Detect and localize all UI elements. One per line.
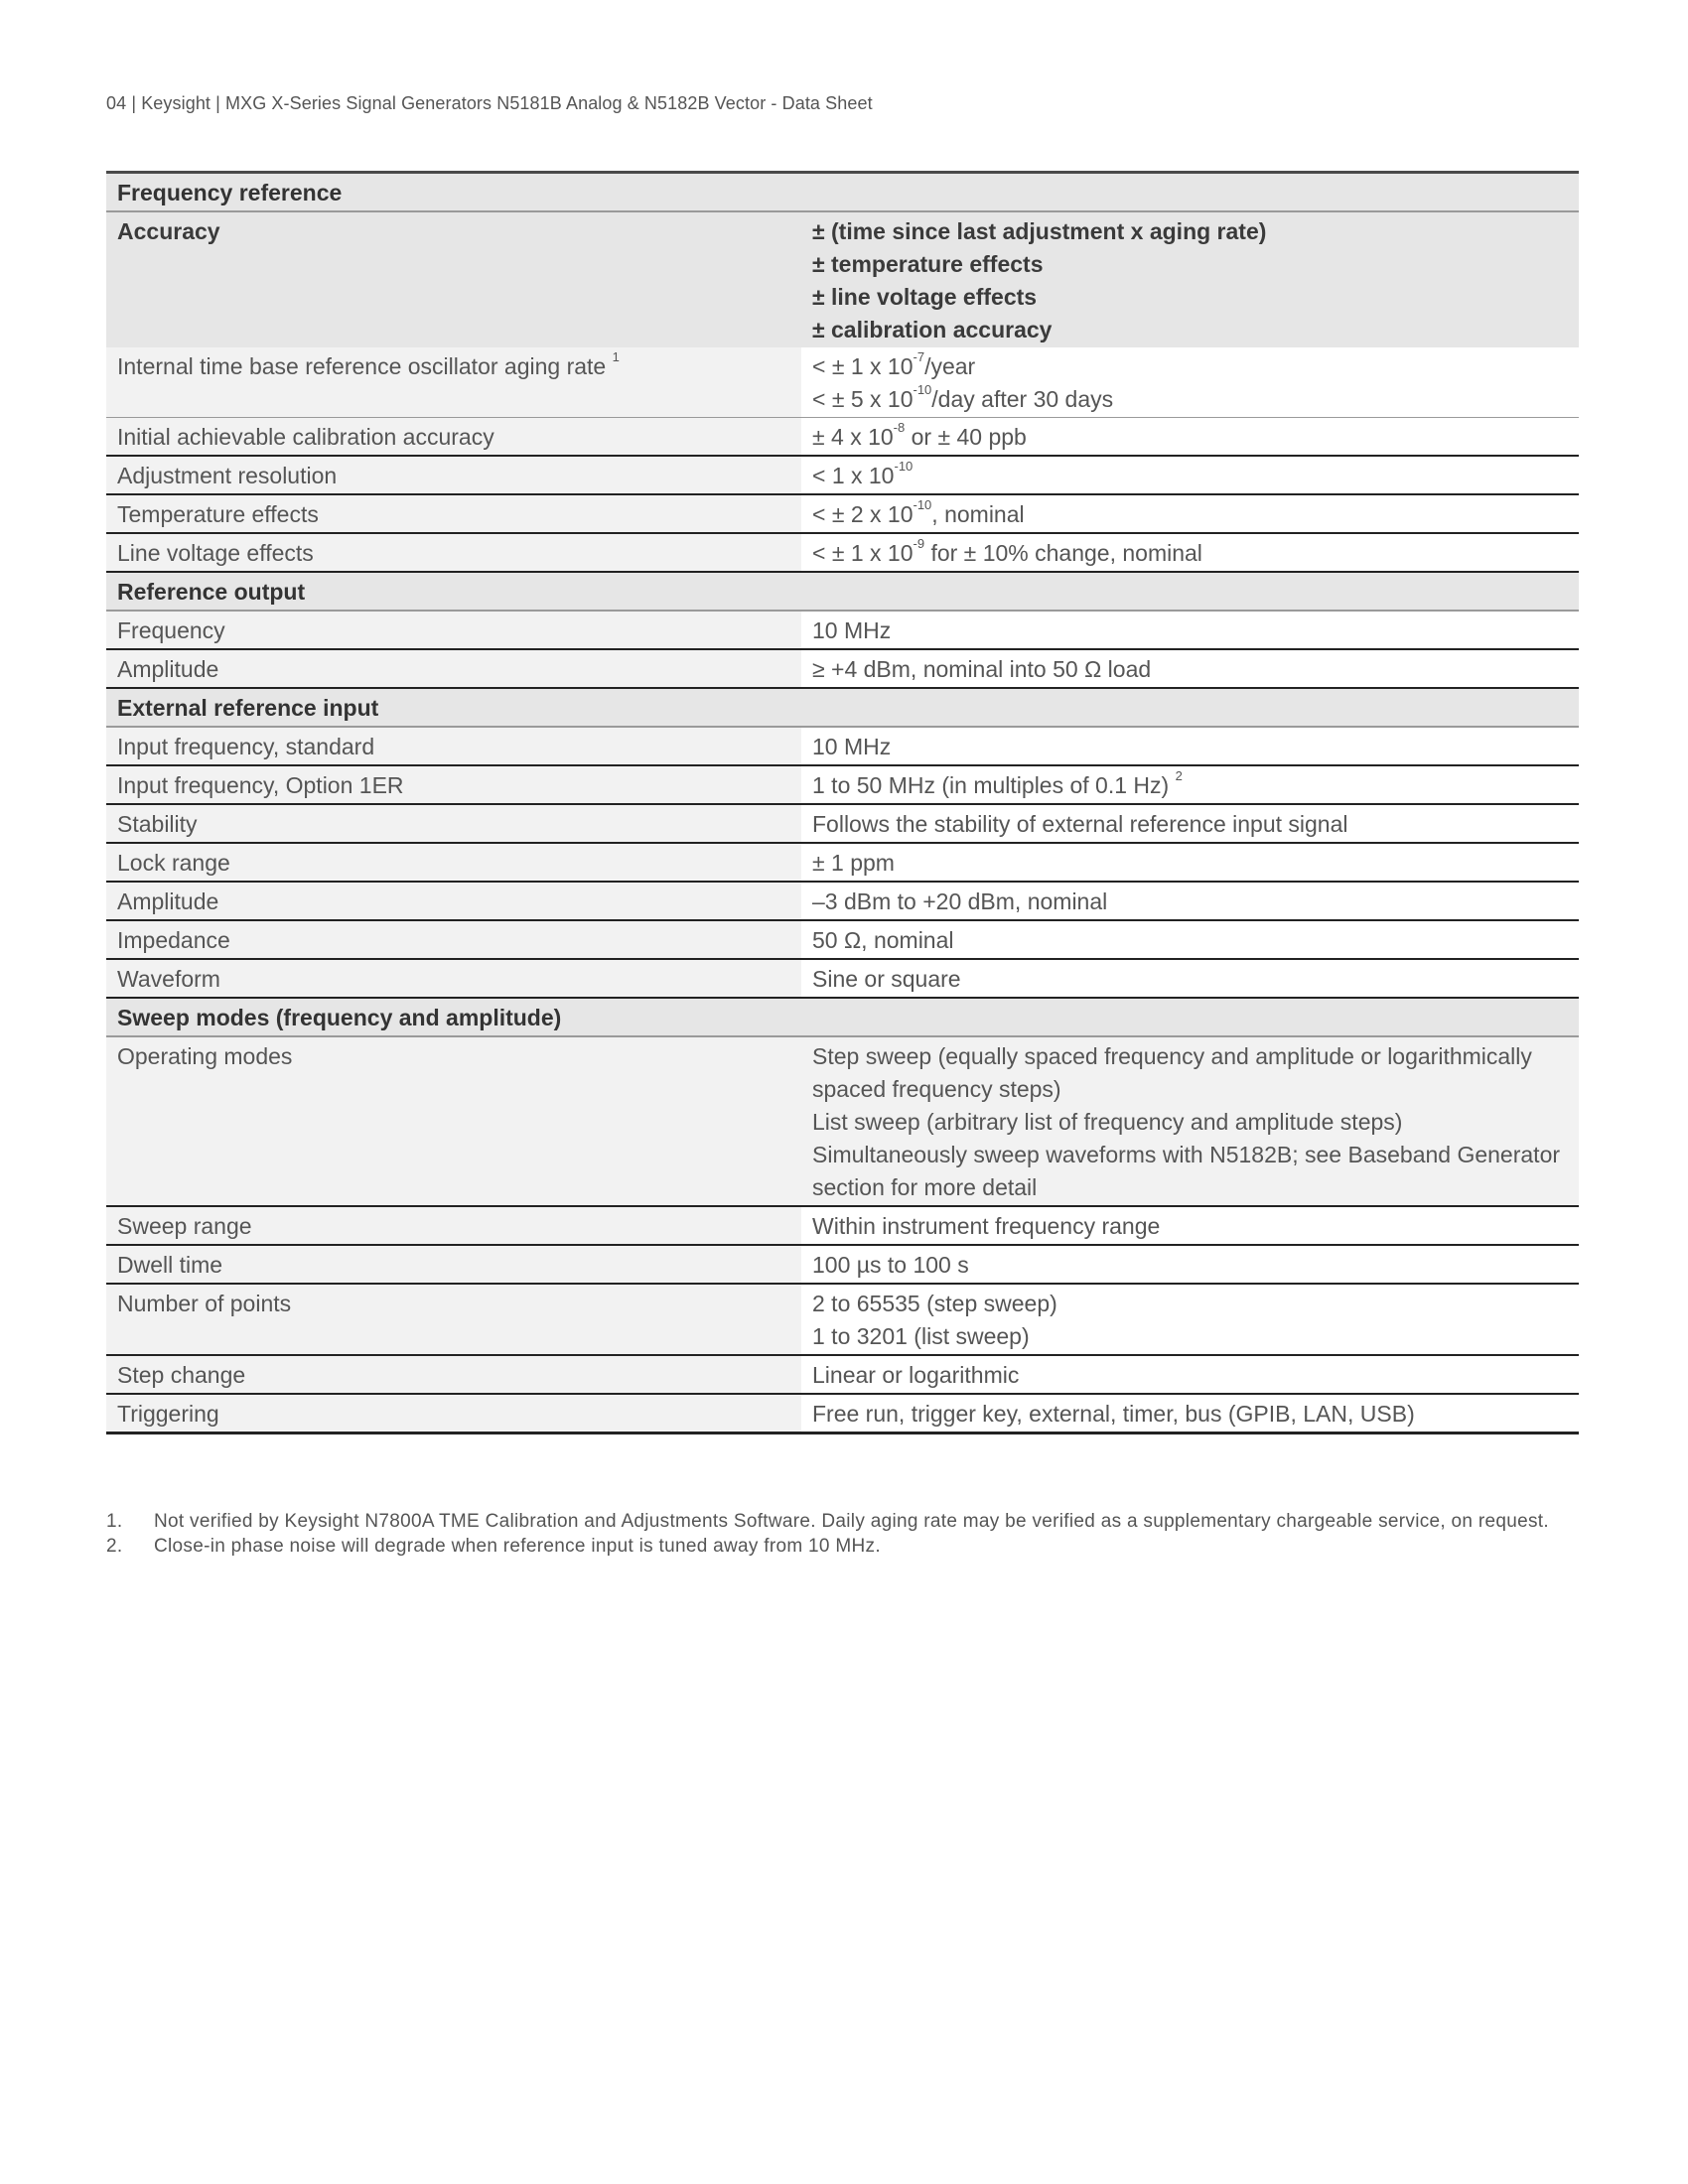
table-row-initial-calibration <box>106 418 1579 457</box>
table-row-aging-rate <box>106 347 1579 418</box>
row-label: Lock range <box>106 843 801 882</box>
table-row-dwell-time <box>106 1245 1579 1284</box>
table-row-ext-amplitude <box>106 882 1579 920</box>
row-label: Adjustment resolution <box>106 456 801 494</box>
operating-line-1: Step sweep (equally spaced frequency and amplitude or logarithmically spaced frequency steps) <box>812 1043 1532 1102</box>
points-line-1: 2 to 65535 (step sweep) <box>812 1291 1057 1316</box>
table-row-sweep-range <box>106 1206 1579 1245</box>
row-value: ± 4 x $10^{-8}$ or ± 40 ppb <box>801 418 1579 457</box>
row-label: Amplitude <box>106 649 801 688</box>
page-header: 04 | Keysight | MXG X-Series Signal Generators N5181B Analog & N5182B Vector - Data Sheet <box>106 93 873 113</box>
table-row-input-frequency-1er <box>106 765 1579 804</box>
row-label: Impedance <box>106 920 801 959</box>
operating-line-2: List sweep (arbitrary list of frequency and amplitude steps) <box>812 1109 1403 1135</box>
section-title: Sweep modes (frequency and amplitude) <box>106 998 1579 1036</box>
table-row-temperature-effects <box>106 494 1579 533</box>
footnote-ref-2: 2 <box>1175 768 1183 783</box>
operating-line-3: Simultaneously sweep waveforms with N5182B; see Baseband Generator section for more detail <box>812 1142 1561 1200</box>
table-row-ref-amplitude <box>106 649 1579 688</box>
points-line-2: 1 to 3201 (list sweep) <box>812 1323 1030 1349</box>
row-label: Frequency <box>106 611 801 649</box>
section-frequency-reference <box>106 173 1579 212</box>
aging-line-1: < ± 1 x $10^{-7}$/year <box>812 349 976 379</box>
row-value: Follows the stability of external reference input signal <box>801 804 1579 843</box>
row-value: 10 MHz <box>801 727 1579 765</box>
section-external-reference-input <box>106 688 1579 727</box>
accuracy-line-4: ± calibration accuracy <box>812 317 1053 342</box>
spec-table <box>106 171 1579 1434</box>
table-row-ref-frequency <box>106 611 1579 649</box>
accuracy-line-3: ± line voltage effects <box>812 284 1038 310</box>
table-row-operating-modes <box>106 1036 1579 1206</box>
footnote-text: Not verified by Keysight N7800A TME Calibration and Adjustments Software. Daily aging rate may be verified as a supplementary chargeable service, on request. <box>154 1511 1549 1532</box>
section-title: Frequency reference <box>106 173 1579 212</box>
row-value: 50 Ω, nominal <box>801 920 1579 959</box>
table-row-impedance <box>106 920 1579 959</box>
row-value: < ± 2 x $10^{-10}$, nominal <box>801 494 1579 533</box>
row-label <box>106 347 801 418</box>
section-title: External reference input <box>106 688 1579 727</box>
row-value: Sine or square <box>801 959 1579 998</box>
section-sweep-modes <box>106 998 1579 1036</box>
table-row-step-change <box>106 1355 1579 1394</box>
aging-line-2: < ± 5 x $10^{-10}$/day after 30 days <box>812 382 1114 412</box>
footnote-number: 1. <box>106 1511 123 1532</box>
row-value: 100 µs to 100 s <box>801 1245 1579 1284</box>
row-value: –3 dBm to +20 dBm, nominal <box>801 882 1579 920</box>
row-label: Input frequency, Option 1ER <box>106 765 801 804</box>
row-value: ± 1 ppm <box>801 843 1579 882</box>
row-value: 1 to 50 MHz (in multiples of 0.1 Hz) $^2$ <box>801 765 1579 804</box>
row-value <box>801 1284 1579 1355</box>
footnote-number: 2. <box>106 1536 123 1557</box>
row-label: Step change <box>106 1355 801 1394</box>
row-value: ≥ +4 dBm, nominal into 50 Ω load <box>801 649 1579 688</box>
row-label: Amplitude <box>106 882 801 920</box>
table-row-triggering <box>106 1394 1579 1433</box>
section-reference-output <box>106 572 1579 611</box>
row-label: Initial achievable calibration accuracy <box>106 418 801 457</box>
row-value: < ± 1 x $10^{-9}$ for ± 10% change, nominal <box>801 533 1579 572</box>
row-label: Stability <box>106 804 801 843</box>
row-label: Line voltage effects <box>106 533 801 572</box>
accuracy-line-2: ± temperature effects <box>812 251 1044 277</box>
row-label: Accuracy <box>106 211 801 347</box>
table-row-accuracy <box>106 211 1579 347</box>
table-row-input-frequency-standard <box>106 727 1579 765</box>
table-row-stability <box>106 804 1579 843</box>
row-label: Temperature effects <box>106 494 801 533</box>
row-label: Sweep range <box>106 1206 801 1245</box>
footnote-text: Close-in phase noise will degrade when reference input is tuned away from 10 MHz. <box>154 1536 881 1557</box>
section-title: Reference output <box>106 572 1579 611</box>
table-row-lock-range <box>106 843 1579 882</box>
footnotes <box>106 1509 1579 1559</box>
footnote-2 <box>106 1534 1579 1559</box>
footnote-ref-1: 1 <box>612 349 620 364</box>
footnote-1 <box>106 1509 1579 1534</box>
row-value: Within instrument frequency range <box>801 1206 1579 1245</box>
row-value <box>801 1036 1579 1206</box>
table-row-number-of-points <box>106 1284 1579 1355</box>
row-label: Number of points <box>106 1284 801 1355</box>
row-value <box>801 347 1579 418</box>
row-label: Dwell time <box>106 1245 801 1284</box>
row-label: Triggering <box>106 1394 801 1433</box>
row-label: Operating modes <box>106 1036 801 1206</box>
table-row-waveform <box>106 959 1579 998</box>
row-value <box>801 211 1579 347</box>
row-value: 10 MHz <box>801 611 1579 649</box>
row-value: < 1 x $10^{-10}$ <box>801 456 1579 494</box>
accuracy-line-1: ± (time since last adjustment x aging rate) <box>812 218 1267 244</box>
row-value: Free run, trigger key, external, timer, bus (GPIB, LAN, USB) <box>801 1394 1579 1433</box>
row-value: Linear or logarithmic <box>801 1355 1579 1394</box>
table-row-adjustment-resolution <box>106 456 1579 494</box>
row-label: Waveform <box>106 959 801 998</box>
table-row-line-voltage-effects <box>106 533 1579 572</box>
row-label: Input frequency, standard <box>106 727 801 765</box>
aging-label-text: Internal time base reference oscillator aging rate <box>117 353 607 379</box>
